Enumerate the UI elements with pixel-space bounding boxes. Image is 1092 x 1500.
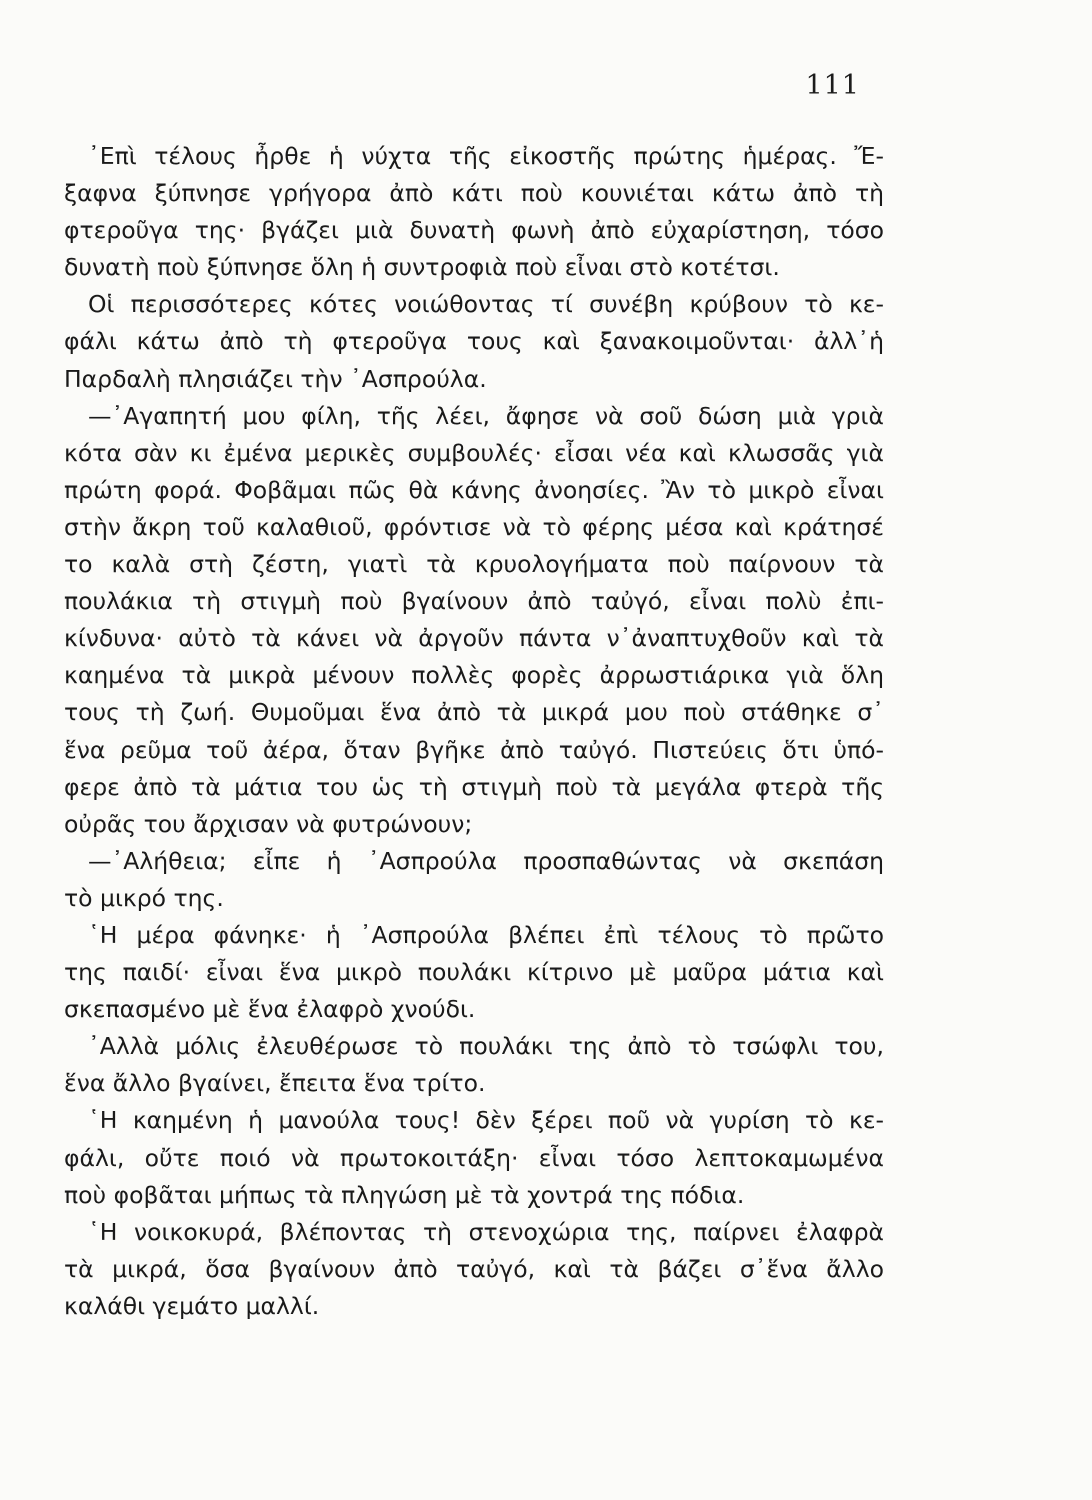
text-line: Οἱ περισσότερες κότες νοιώθοντας τί συνέβη κρύβουν τὸ κε- xyxy=(88,290,884,319)
text-line: ᾿Επὶ τέλους ἦρθε ἡ νύχτα τῆς εἰκοστῆς πρώτης ἡμέρας. Ἔ- xyxy=(88,142,884,170)
text-line: καλάθι γεμάτο μαλλί. xyxy=(64,1291,320,1320)
text-line: ῾Η νοικοκυρά, βλέποντας τὴ στενοχώρια της, παίρνει ἐλαφρὰ xyxy=(88,1217,884,1246)
text-line: το καλὰ στὴ ζέστη, γιατὶ τὰ κρυολογήματα ποὺ παίρνουν τὰ xyxy=(64,550,884,579)
text-line: καημένα τὰ μικρὰ μένουν πολλὲς φορὲς ἀρρωστιάρικα γιὰ ὅλη xyxy=(64,661,884,690)
text-line: σκεπασμένο μὲ ἕνα ἐλαφρὸ χνούδι. xyxy=(64,995,476,1024)
body-text xyxy=(64,138,884,1325)
text-line: στὴν ἄκρη τοῦ καλαθιοῦ, φρόντισε νὰ τὸ φέρης μέσα καὶ κράτησέ xyxy=(64,512,884,541)
text-line: ποὺ φοβᾶται μήπως τὰ πληγώση μὲ τὰ χοντρά της πόδια. xyxy=(64,1180,745,1209)
text-line: της παιδί· εἶναι ἕνα μικρὸ πουλάκι κίτρινο μὲ μαῦρα μάτια καὶ xyxy=(64,958,884,987)
text-line: ἕνα ἄλλο βγαίνει, ἔπειτα ἕνα τρίτο. xyxy=(64,1069,486,1098)
text-line: τὰ μικρά, ὅσα βγαίνουν ἀπὸ ταὐγό, καὶ τὰ βάζει σ᾿ἕνα ἄλλο xyxy=(64,1254,884,1283)
text-line: κότα σὰν κι ἐμένα μερικὲς συμβουλές· εἶσαι νέα καὶ κλωσσᾶς γιὰ xyxy=(64,438,884,467)
text-line: τους τὴ ζωή. Θυμοῦμαι ἕνα ἀπὸ τὰ μικρά μου ποὺ στάθηκε σ᾿ xyxy=(64,698,884,727)
text-line: κίνδυνα· αὐτὸ τὰ κάνει νὰ ἀργοῦν πάντα ν᾿ἀναπτυχθοῦν καὶ τὰ xyxy=(64,624,884,653)
text-line: ᾿Αλλὰ μόλις ἐλευθέρωσε τὸ πουλάκι της ἀπὸ τὸ τσώφλι του, xyxy=(88,1032,884,1061)
text-line: πρώτη φορά. Φοβᾶμαι πῶς θὰ κάνης ἀνοησίες. Ἂν τὸ μικρὸ εἶναι xyxy=(64,475,884,504)
page-number: 111 xyxy=(805,70,860,101)
text-line: —᾿Αλήθεια; εἶπε ἡ ᾿Ασπρούλα προσπαθώντας νὰ σκεπάση xyxy=(88,846,884,875)
text-line: Παρδαλὴ πλησιάζει τὴν ᾿Ασπρούλα. xyxy=(64,364,487,393)
text-line: φτεροῦγα της· βγάζει μιὰ δυνατὴ φωνὴ ἀπὸ εὐχαρίστηση, τόσο xyxy=(64,216,884,245)
text-line: ῾Η μέρα φάνηκε· ἡ ᾿Ασπρούλα βλέπει ἐπὶ τέλους τὸ πρῶτο xyxy=(88,920,884,949)
text-line: φάλι κάτω ἀπὸ τὴ φτεροῦγα τους καὶ ξανακοιμοῦνται· ἀλλ᾿ἡ xyxy=(64,327,884,356)
text-line: τὸ μικρό της. xyxy=(64,883,224,912)
text-line: δυνατὴ ποὺ ξύπνησε ὅλη ἡ συντροφιὰ ποὺ εἶναι στὸ κοτέτσι. xyxy=(64,253,780,282)
text-line: —᾿Αγαπητή μου φίλη, τῆς λέει, ἄφησε νὰ σοῦ δώση μιὰ γριὰ xyxy=(88,401,884,430)
text-line: ἕνα ρεῦμα τοῦ ἀέρα, ὅταν βγῆκε ἀπὸ ταὐγό. Πιστεύεις ὅτι ὑπό- xyxy=(64,735,884,764)
text-line: φάλι, οὔτε ποιό νὰ πρωτοκοιτάξη· εἶναι τόσο λεπτοκαμωμένα xyxy=(64,1143,884,1172)
text-line: ῾Η καημένη ἡ μανούλα τους! δὲν ξέρει ποῦ νὰ γυρίση τὸ κε- xyxy=(88,1106,884,1135)
text-line: οὐρᾶς του ἄρχισαν νὰ φυτρώνουν; xyxy=(64,809,473,838)
text-line: φερε ἀπὸ τὰ μάτια του ὡς τὴ στιγμὴ ποὺ τὰ μεγάλα φτερὰ τῆς xyxy=(64,772,884,801)
text-line: πουλάκια τὴ στιγμὴ ποὺ βγαίνουν ἀπὸ ταὐγό, εἶναι πολὺ ἐπι- xyxy=(64,587,884,616)
text-line: ξαφνα ξύπνησε γρήγορα ἀπὸ κάτι ποὺ κουνιέται κάτω ἀπὸ τὴ xyxy=(64,179,884,208)
